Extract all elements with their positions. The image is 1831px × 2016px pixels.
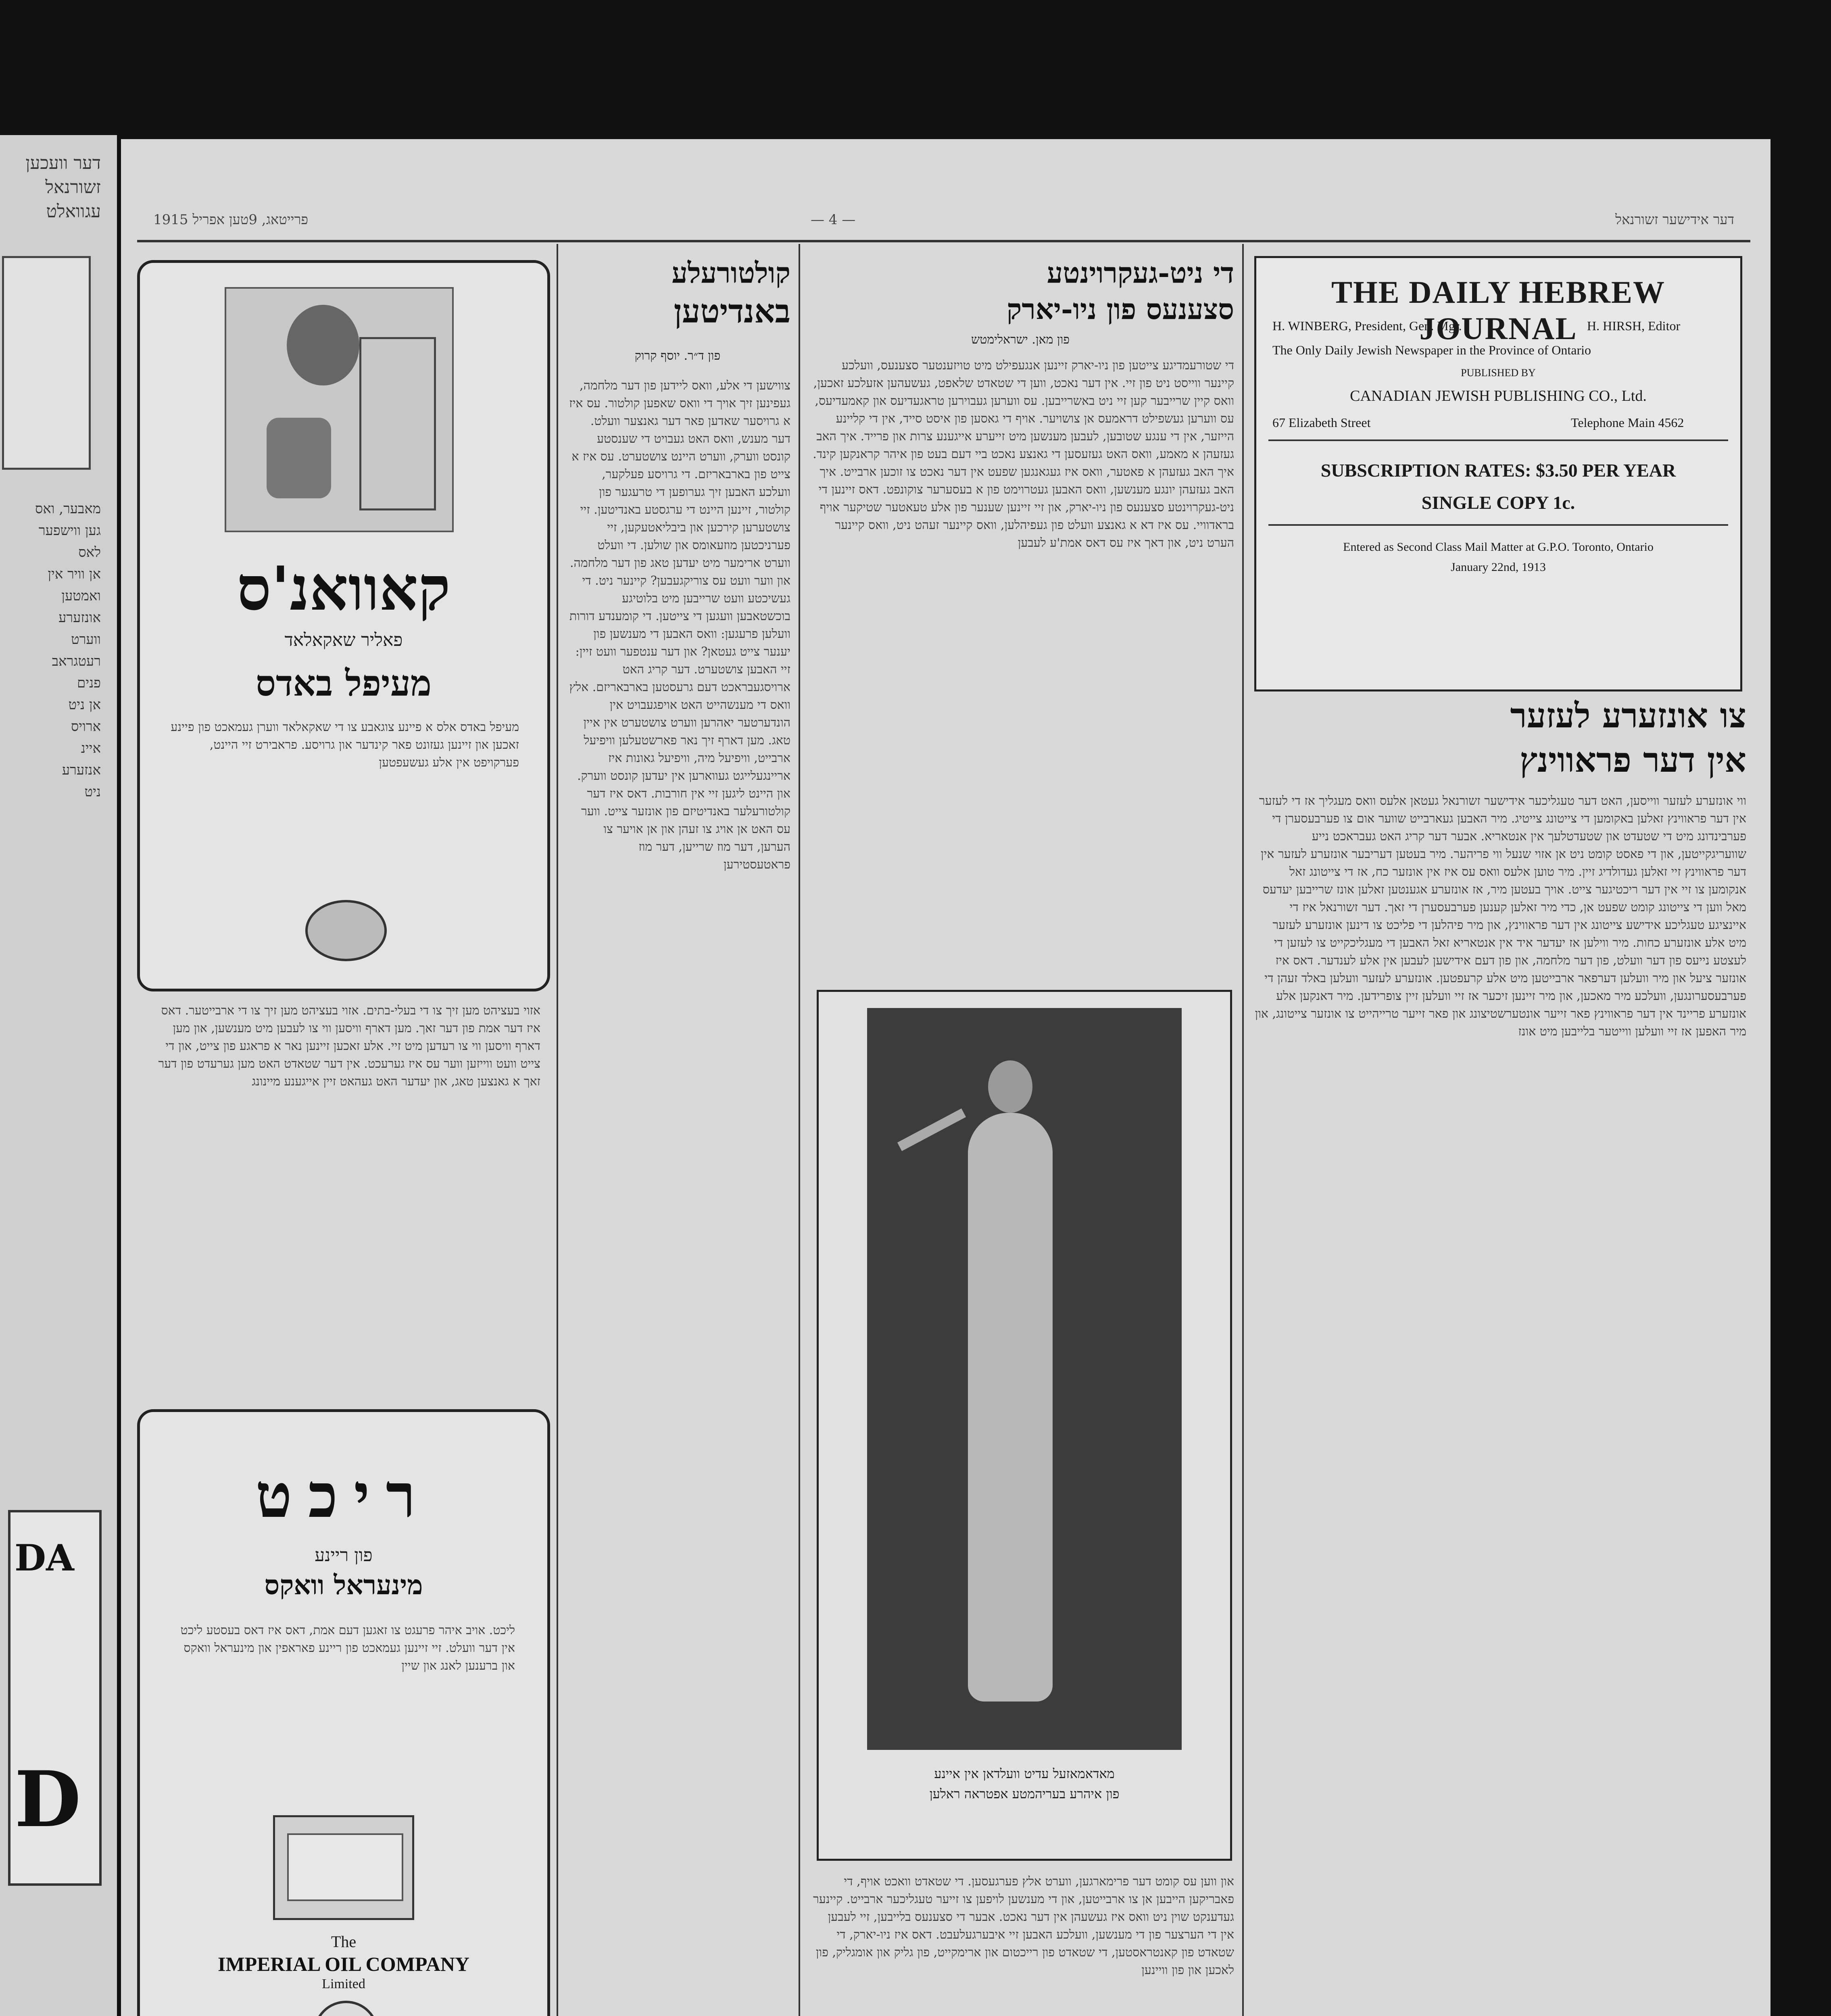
editorial-title-1: צו אונזערע לעזער (1510, 696, 1746, 735)
night-body-text-bottom: און ווען עס קומט דער פרימארגען, ווערט אלץ פערגעסען. די שטאדט וואכט אויף, די פאבריקען הייבען אן צו ארבייטען, און די מענשען לויפען צו זייער טעגליכער ארבייט. קיינער געדענקט שוין ניט וואס איז געשעהן אין דער נאכט. אבער די סצענעס בלייבען, זיי לעבען אין די הערצער פון די מענשען, וועלכע האבען זיי איבערגעלעבט. דאס איז ניו-יארק, די שטאדט פון קאנטראסטען, די שטאדט פון רייכטום און ארימקייט, פון גליק און אומגליק, פון לאכען און פון וויינען (813, 1874, 1234, 1977)
column-rule-1 (557, 244, 558, 2016)
masthead-rates: SUBSCRIPTION RATES: $3.50 PER YEAR (1320, 460, 1676, 481)
night-title-1: די ניט-געקרוינטע (1047, 256, 1234, 289)
left-page-fragment-d: D (15, 1754, 81, 1844)
photo-frame (817, 990, 1232, 1861)
editorial-body-text: ווי אונזערע לעזער ווייסען, האט דער טעגליכער אידישער זשורנאל געטאן אלעס וואס מעגליך אז די לעזער אין דער פראווינץ זאלען באקומען די צייטונג צייטיג. מיר האבען געארבייט שווער אום צו פערבעסערן די פערבינדונג מיט די שטעדט און שטעדטלעך אין אנטאריא. אבער דער קריג האט געבראכט נייע שוועריגקייטען, און די פאסט קומט ניט אן אזוי שנעל ווי פריהער. מיר בעטען דעריבער אונזערע לעזער אין דער פראווינץ זיי זאלען געדולדיג זיין. מיר טוען אלעס וואס עס איז אין אונזער כח, אז די צייטונג זאל אנקומען צו זיי אין דער ריכטיגער צייט. אויך בעטען מיר, אז אונזערע אגענטען זאלען אונז שרייבען יעדעס מאל ווען די צייטונג קומט שפעט אן, כדי מיר זאלען קענען פערבעסערן די זאך. דער זשורנאל איז די איינציגע טעגליכע אידישע צייטונג אין דער פראווינץ, און מיר פיהלען די פליכט צו דינען אונזערע לעזער מיט אלע אונזערע כחות. מיר ווילען אז יעדער איד אין אנטאריא זאל האבען די מעגליכקייט צו לעזען די לעצטע נייעס פון דער וועלט, פון דער מלחמה, און פון דעם אידישען לעבען אין אלע לענדער. דאס איז אונזער ציעל און מיר וועלען דערפאר ארבייטען מיט אלע קרעפטען. אונזערע לעזער וועלען באלד זעהן די פערבעסערונגען, וועלכע מיר מאכען, און מיר זיינען זיכער אז זיי וועלען זיין צופרידען. מיר דאנקען אלע אונזערע פריינד אין דער פראווינץ פאר זייער אונטערשטיצונג און פאר זייער טרייהייט צו אונזער צייטונג, און מיר האפען אז זיי וועלען ווייטער בלייבען מיט אונז (1255, 794, 1746, 1039)
left-page-fragment (0, 135, 117, 2016)
imperial-oil-ad (137, 1409, 550, 2016)
newspaper-page (121, 139, 1771, 2016)
imperial-oil-logo (313, 2001, 379, 2016)
left-page-ad-box (2, 256, 91, 470)
editorial-title-2: אין דער פראווינץ (1519, 740, 1746, 780)
masthead-published-by: PUBLISHED BY (1461, 367, 1536, 379)
header-left: 1915 פרייטאג, 9טען אפריל (153, 212, 309, 228)
masthead-telephone: Telephone Main 4562 (1571, 415, 1684, 430)
culture-byline: פון ד״ר. יוסף קרוק (634, 349, 721, 363)
culture-title-1: קולטורעלע (672, 256, 790, 289)
cowans-product: מעיפל באדס (255, 662, 432, 704)
imperial-oil-body-text: ליכט. אויב איהר פרעגט צו זאגען דעם אמת, דאס איז דאס בעסטע ליכט אין דער וועלט. זיי זיינען געמאכט פון ריינע פאראפין און מינעראל וואקס און ברענען לאנג און שיין (180, 1623, 515, 1673)
column-rule-2 (799, 244, 800, 2016)
masthead-publisher: CANADIAN JEWISH PUBLISHING CO., Ltd. (1350, 387, 1647, 404)
imperial-oil-company-name: IMPERIAL OIL COMPANY (217, 1953, 470, 1975)
left-page-fragment-da: DA (15, 1537, 74, 1579)
column-text-a: אזוי בעציהט מען זיך צו די בעלי-בתים. אזוי בעציהט מען זיך צו די ארבייטער. דאס איז דער אמת פון דער זאך. מען דארף וויסען ווי צו לעבען מיט מענשען, און מען דארף וויסען ווי צו רעדען מיט זיי. אלע זאכען זיינען נאר א פראגע פון צייט, און די צייט וועט ווייזען ווער עס איז גערעכט. אין דער שטאדט האט מען גערעדט פון דער זאך א גאנצען טאג, און יעדער האט געהאט זיין אייגענע מיינונג (158, 1004, 540, 1089)
masthead-box (1254, 256, 1742, 691)
left-page-text: דער וועכען זשורנאל עגוואלט (25, 153, 101, 222)
masthead-editor: H. HIRSH, Editor (1587, 319, 1681, 333)
cowans-subtitle: פאליר שאקאלאד (284, 630, 403, 650)
photo-caption-1: מאדאמאזעל עדיט וועלדאן אין איינע (934, 1766, 1115, 1781)
actress-photo (867, 1008, 1182, 1750)
candle-box-illustration (273, 1815, 414, 1920)
masthead-title: THE DAILY HEBREW JOURNAL (1331, 275, 1666, 346)
masthead-entered: Entered as Second Class Mail Matter at G.P.O. Toronto, Ontario (1343, 540, 1654, 554)
left-page-canada-ad (8, 1510, 102, 1886)
night-byline: פון מאן. ישראלימטש (971, 333, 1070, 347)
left-page-column-text: מאבער, ואס גען ווישפער לאס אן וויר אין ואמטען אונזערע ווערט רעטגראב פנים אן ניט ארויס איינ אנזערע ניט (35, 501, 101, 800)
header-rule (137, 240, 1750, 242)
cowans-ad (137, 260, 550, 991)
cowans-title: קאוואנ'ס (237, 553, 450, 624)
imperial-oil-title: ריכט (255, 1460, 432, 1531)
imperial-oil-subtitle-2: מינעראל וואקס (264, 1569, 423, 1601)
cherub-illustration (225, 287, 454, 532)
imperial-oil-company-pre: The (331, 1933, 357, 1951)
cowans-body-text: מעיפל באדס אלס א פיינע צוגאבע צו די שאקאלאד ווערן געמאכט פון פיינע זאכען און זיינען געזונט פאר קינדער און גרויסע. פראבירט זיי היינט, פערקויפט אין אלע געשעפטען (171, 720, 519, 770)
culture-body-text: צווישען די אלע, וואס ליידען פון דער מלחמה, געפינען זיך אויך די וואס שאפען קולטור. עס איז א גרויסער שאדען פאר דער גאנצער וועלט. דער מענש, וואס האט געבויט די שענסטע קונסט ווערק, ווערט היינט צושטערט. עס איז א צייט פון בארבאריזם. די גרויסע פעלקער, וועלכע האבען זיך גערופען די טרעגער פון קולטור, זיינען היינט די ערגסטע באנדיטען. זיי צושטערען קירכען און ביבליאטעקען, זיי פערניכטען מוזעאומס און שולען. די וועלט ווערט ארימער מיט יעדען טאג פון דער מלחמה. און ווער וועט עס צוריקגעבען? קיינער ניט. די געשיכטע וועט שרייבען מיט בלוטיגע בוכשטאבען וועגען די צייטען. די קומענדע דורות וועלען פרעגען: וואס האבען די מענשען פון יענער צייט געטאן? און דער ענטפער וועט זיין: זיי האבען צושטערט. דער קריג האט ארויסגעבראכט דעם גרעסטען בארבאריזם. אלץ וואס די מענשהייט האט אויפגעבויט אין הונדערטער יאהרען ווערט צושטערט אין איין טאג. מען דארף זיך נאר פארשטעלען וויפיעל ארבייט, וויפיעל מיה, וויפיעל גאונות איז אריינגעלייגט געווארען אין יעדען קונסט ווערק. און היינט ליגען זיי אין חורבות. דאס איז דער קולטורעלער באנדיטיזם פון אונזער צייט. ווער עס האט אן אויג צו זעהן און אן אויער צו הערען, דער מוז שרייען, דער מוז פראטעסטירען (569, 379, 790, 872)
header-center: — 4 — (811, 212, 856, 228)
column-rule-3 (1242, 244, 1244, 2016)
header-right: דער אידישער זשורנאל (1615, 212, 1734, 228)
night-body-text-top: די שטורעמדיגע צייטען פון ניו-יארק זיינען אנגעפילט מיט טויזענטער סצענעס, וועלכע קיינער ווייסט ניט פון זיי. אין דער נאכט, ווען די שטאדט שלאפט, געשעהען אזעלכע זאכען, וואס קיין שרייבער קען זיי ניט באשרייבען. עס ווערען געבוירען טראגעדיעס און קאמעדיעס, עס ווערען געשפילט דראמעס אן צושויער. אויף די גאסען פון איסט סייד, אין די קליינע הייזער, אין די ענגע שטובען, לעבען מענשען מיט זייערע אייגענע צרות און פרייד. איך האב געזעהן א מאמע, וואס האט געזעסען די גאנצע נאכט ביי דעם בעט פון איהר קראנקען קינד. איך האב געזעהן א פאטער, וואס איז געגאנגען שפעט אין דער נאכט צו זוכען ארבייט. איך האב געזעהן יונגע מענשען, וואס האבען געטרוימט פון א בעסערער צוקונפט. דאס זיינען די ניט-געקרוינטע סצענעס פון ניו-יארק, און זיי זיינען שענער פון אלע טעאטער שטיקער אויף בראדוויי. עס איז דא א גאנצע וועלט פון געפיהלען, וואס קיינער זעהט ניט, וואס קיינער הערט ניט, און דאך איז עס דאס אמת'ע לעבען (813, 358, 1234, 550)
masthead-date: January 22nd, 1913 (1451, 560, 1546, 574)
photo-caption-2: פון איהרע בעריהמטע אפטראה ראלען (929, 1786, 1120, 1801)
imperial-oil-subtitle-1: פון ריינע (315, 1545, 373, 1566)
masthead-manager: H. WINBERG, President, Gen. Mgr. (1272, 319, 1462, 333)
night-title-2: סצענעס פון ניו-יארק (1006, 292, 1234, 326)
candy-illustration (305, 900, 387, 961)
masthead-single-copy: SINGLE COPY 1c. (1421, 492, 1575, 513)
culture-title-2: באנדיטען (674, 292, 790, 330)
masthead-address: 67 Elizabeth Street (1272, 415, 1371, 430)
masthead-tagline: The Only Daily Jewish Newspaper in the Province of Ontario (1272, 343, 1591, 357)
imperial-oil-limited: Limited (322, 1976, 365, 1991)
